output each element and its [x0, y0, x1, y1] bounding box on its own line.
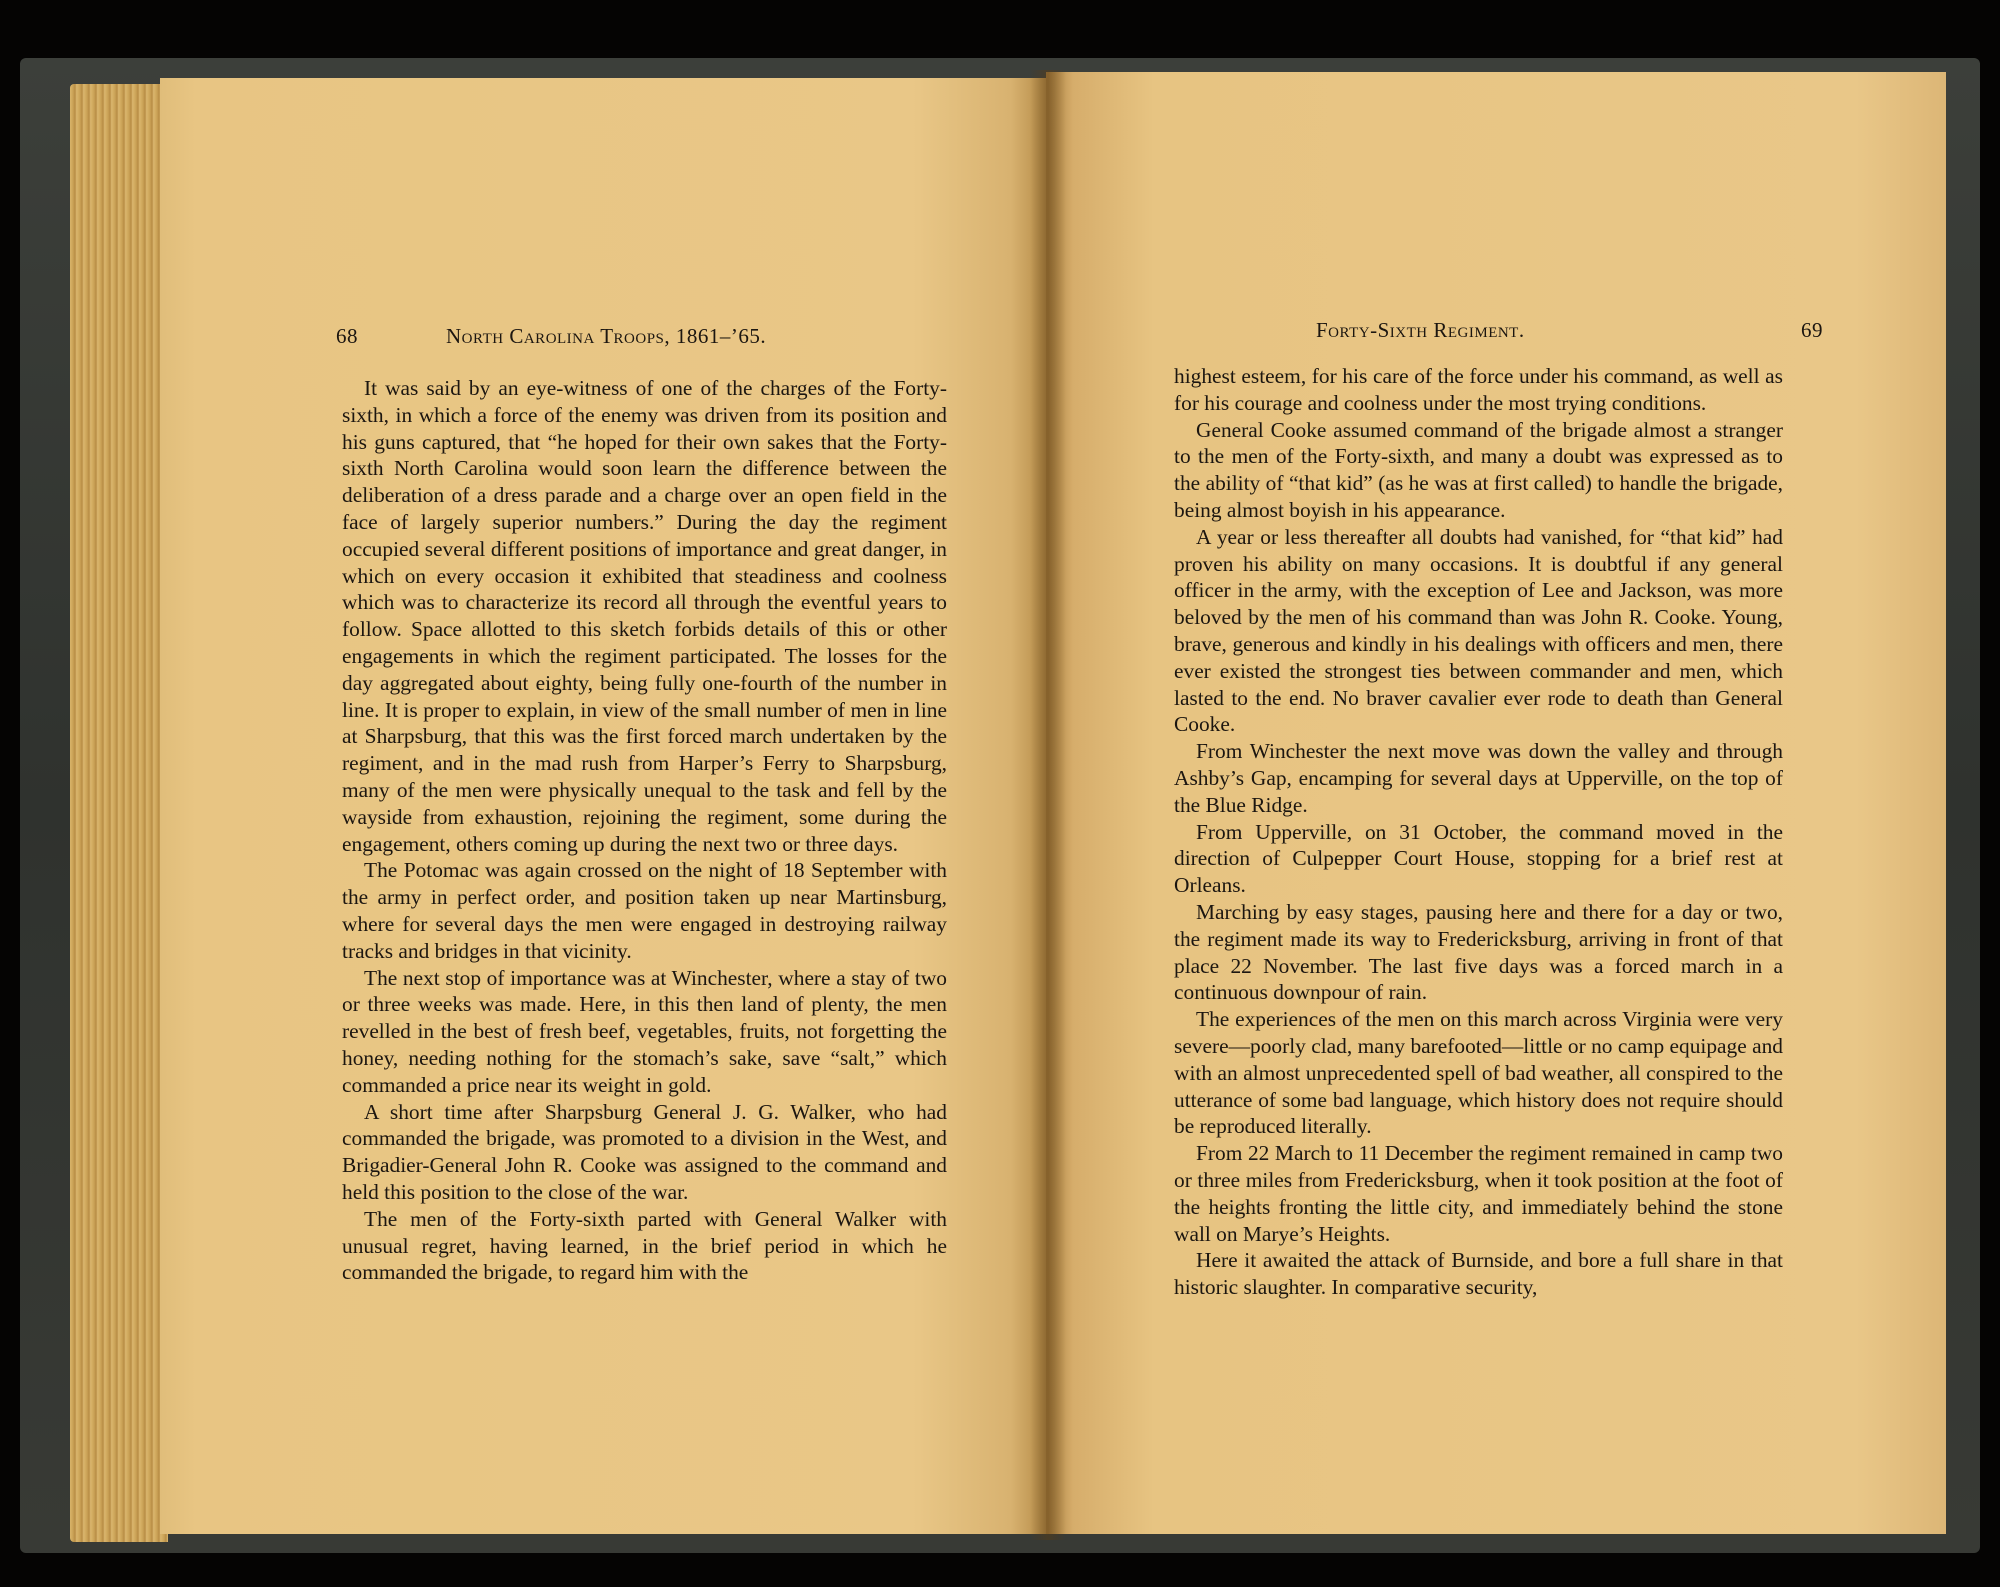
paragraph: Marching by easy stages, pausing here and there for a day or two, the regiment made its way to Fredericksburg, arriving in front of that place 22 November. The last five days was a forced march in a continuous downpour of rain. — [1174, 899, 1783, 1005]
paragraph: The Potomac was again crossed on the night of 18 September with the army in perfect order, and position taken up near Martinsburg, where for several days the men were engaged in destroying railway tracks and bridges in that vicinity. — [342, 858, 947, 963]
paragraph: The men of the Forty-sixth parted with General Walker with unusual regret, having learned, in the brief period in which he commanded the brigade, to regard him with the — [342, 1206, 947, 1285]
right-page-number: 69 — [1801, 318, 1823, 342]
paragraph: General Cooke assumed command of the brigade almost a stranger to the men of the Forty-sixth, and many a doubt was expressed as to the ability of “that kid” (as he was at first called) to handle the brigade, being almost boyish in his appearance. — [1174, 417, 1783, 522]
paragraph: From Winchester the next move was down the valley and through Ashby’s Gap, encamping for several days at Upperville, on the top of the Blue Ridge. — [1174, 739, 1783, 817]
paragraph: A short time after Sharpsburg General J. G. Walker, who had commanded the brigade, was promoted to a division in the West, and Brigadier-General John R. Cooke was assigned to the command and held this position to the close of the war. — [342, 1099, 947, 1204]
left-page — [160, 78, 1046, 1534]
paragraph: From 22 March to 11 December the regiment remained in camp two or three miles from Fredericksburg, when it took position at the foot of the heights fronting the little city, and immediately behind the stone wall on Marye’s Heights. — [1174, 1141, 1783, 1246]
book-gutter — [1030, 70, 1066, 1540]
left-page-body — [342, 375, 947, 1286]
paragraph: A year or less thereafter all doubts had vanished, for “that kid” had proven his ability on many occasions. It is doubtful if any general officer in the army, with the exception of Lee and Jackson, was more beloved by the men of his command than was John R. Cooke. Young, brave, generous and kindly in his dealings with officers and men, there ever existed the strongest ties between commander and men, which lasted to the end. No braver cavalier ever rode to death than General Cooke. — [1174, 524, 1783, 737]
page-edges — [70, 84, 168, 1542]
left-page-number: 68 — [336, 324, 358, 348]
right-page — [1046, 72, 1946, 1534]
paragraph: It was said by an eye-witness of one of the charges of the Forty-sixth, in which a force of the enemy was driven from its position and his guns captured, that “he hoped for their own sakes that the Forty-sixth North Carolina would soon learn the difference between the deliberation of a dress parade and a charge over an open field in the face of largely superior numbers.” During the day the regiment occupied several different positions of importance and great danger, in which on every occasion it exhibited that steadiness and coolness which was to characterize its record all through the eventful years to follow. Space allotted to this sketch forbids details of this or other engagements in which the regiment participated. The losses for the day aggregated about eighty, being fully one-fourth of the number in line. It is proper to explain, in view of the small number of men in line at Sharpsburg, that this was the first forced march undertaken by the regiment, and in the mad rush from Harper’s Ferry to Sharpsburg, many of the men were physically unequal to the task and fell by the wayside from exhaustion, rejoining the regiment, some during the engagement, others coming up during the next two or three days. — [342, 376, 947, 856]
right-page-body — [1174, 363, 1783, 1301]
paragraph: The next stop of importance was at Winchester, where a stay of two or three weeks was made. Here, in this then land of plenty, the men revelled in the best of fresh beef, vegetables, fruits, not forgetting the honey, needing nothing for the stomach’s sake, save “salt,” which commanded a price near its weight in gold. — [342, 965, 947, 1097]
paragraph-continuation: highest esteem, for his care of the force under his command, as well as for his courage and coolness under the most trying conditions. — [1174, 364, 1783, 415]
paragraph: Here it awaited the attack of Burnside, and bore a full share in that historic slaughter. In comparative security, — [1174, 1248, 1783, 1300]
left-running-title: North Carolina Troops, 1861–’65. — [446, 324, 767, 348]
paragraph: From Upperville, on 31 October, the command moved in the direction of Culpepper Court House, stopping for a brief rest at Orleans. — [1174, 819, 1783, 898]
paragraph: The experiences of the men on this march across Virginia were very severe—poorly clad, many barefooted—little or no camp equipage and with an almost unprecedented spell of bad weather, all conspired to the utterance of some bad language, which history does not require should be reproduced literally. — [1174, 1007, 1783, 1139]
right-running-title: Forty-Sixth Regiment. — [1316, 318, 1525, 342]
